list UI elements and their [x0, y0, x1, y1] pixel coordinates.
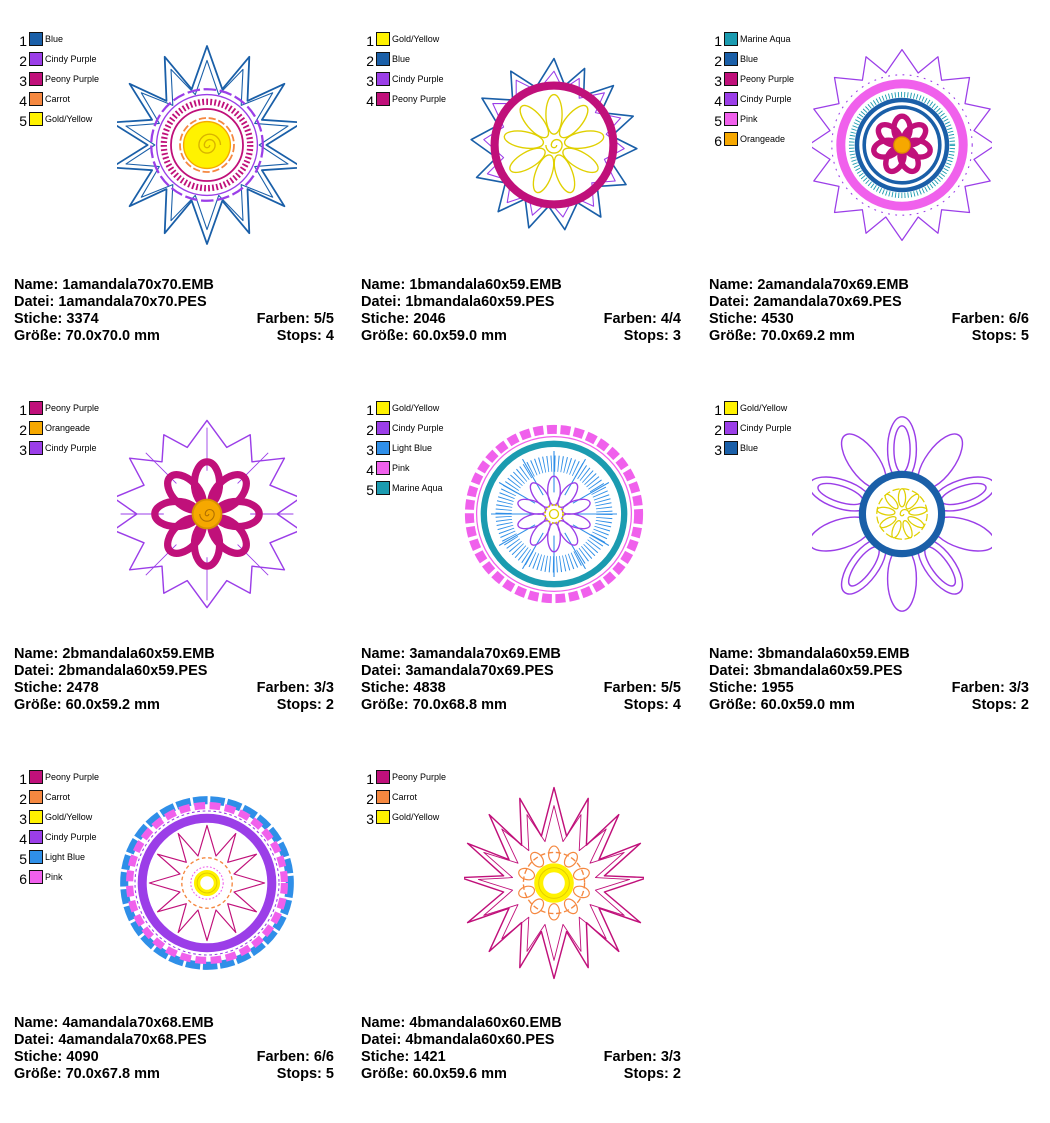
color-count: 3/3	[1008, 680, 1029, 696]
stitch-count: 3374	[66, 311, 99, 327]
stitch-count: 2478	[66, 680, 99, 696]
file-label: Datei:	[709, 663, 750, 679]
color-count: 4/4	[660, 311, 681, 327]
stitches-label: Stiche:	[709, 680, 758, 696]
legend-label: Gold/Yellow	[45, 812, 93, 822]
legend-label: Marine Aqua	[392, 483, 443, 493]
name-label: Name:	[14, 646, 59, 662]
name-label: Name:	[14, 277, 59, 293]
legend-number: 4	[714, 93, 722, 109]
legend-label: Blue	[45, 34, 64, 44]
stops-info	[277, 328, 334, 345]
name-label: Name:	[709, 646, 754, 662]
file-label: Datei:	[361, 294, 402, 310]
size-label: Größe:	[361, 1066, 409, 1082]
design-file: 4amandala70x68.PES	[58, 1032, 207, 1048]
stitch-count: 2046	[413, 311, 446, 327]
name-row	[361, 277, 681, 294]
stitches-row	[361, 680, 681, 697]
name-label: Name:	[361, 646, 406, 662]
stitches-label: Stiche:	[14, 680, 63, 696]
color-swatch	[724, 32, 738, 46]
color-swatch	[29, 421, 43, 435]
stops-label: Stops:	[623, 697, 669, 713]
size-row	[709, 697, 1029, 714]
legend-label: Pink	[740, 114, 758, 124]
file-label: Datei:	[14, 294, 55, 310]
design-name: 2amandala70x69.EMB	[757, 277, 909, 293]
design-card-4amandala	[14, 768, 334, 1123]
legend-number: 2	[366, 791, 374, 807]
stitches-row	[14, 680, 334, 697]
design-file: 1amandala70x70.PES	[58, 294, 207, 310]
colors-label: Farben:	[256, 680, 310, 696]
legend-label: Orangeade	[45, 423, 91, 433]
colors-info	[604, 1049, 681, 1066]
file-label: Datei:	[14, 1032, 55, 1048]
stitches-label: Stiche:	[14, 1049, 63, 1065]
file-row	[361, 663, 681, 680]
stops-label: Stops:	[276, 328, 322, 344]
legend-label: Carrot	[45, 94, 71, 104]
design-size: 70.0x70.0 mm	[65, 328, 160, 344]
legend-number: 3	[714, 442, 722, 458]
name-label: Name:	[361, 1015, 406, 1031]
design-file: 3bmandala60x59.PES	[753, 663, 903, 679]
file-row	[14, 663, 334, 680]
design-card-4bmandala	[361, 768, 681, 1123]
legend-label: Marine Aqua	[740, 34, 791, 44]
design-card-2bmandala	[14, 399, 334, 754]
name-row	[709, 277, 1029, 294]
stitches-label: Stiche:	[709, 311, 758, 327]
color-swatch	[29, 401, 43, 415]
colors-info	[952, 311, 1029, 328]
color-swatch	[724, 52, 738, 66]
size-row	[361, 697, 681, 714]
file-row	[14, 294, 334, 311]
color-swatch	[376, 441, 390, 455]
name-row	[361, 646, 681, 663]
legend-label: Cindy Purple	[45, 443, 97, 453]
stitches-row	[709, 311, 1029, 328]
size-row	[361, 1066, 681, 1083]
size-row	[709, 328, 1029, 345]
legend-label: Blue	[740, 443, 759, 453]
legend-number: 2	[366, 422, 374, 438]
mandala-graphic	[464, 409, 644, 619]
stitch-count: 4838	[413, 680, 446, 696]
legend-number: 2	[714, 53, 722, 69]
design-file: 1bmandala60x59.PES	[405, 294, 555, 310]
color-count: 6/6	[1008, 311, 1029, 327]
legend-number: 2	[714, 422, 722, 438]
size-label: Größe:	[361, 328, 409, 344]
file-row	[709, 663, 1029, 680]
design-info	[361, 1015, 681, 1083]
mandala-embroidery-image	[812, 409, 992, 619]
legend-label: Peony Purple	[392, 94, 447, 104]
design-info	[14, 1015, 334, 1083]
legend-number: 5	[19, 851, 27, 867]
legend-label: Peony Purple	[45, 74, 100, 84]
color-swatch	[29, 112, 43, 126]
colors-label: Farben:	[951, 311, 1005, 327]
stops-info	[624, 328, 681, 345]
stop-count: 5	[1020, 328, 1029, 344]
color-count: 3/3	[660, 1049, 681, 1065]
color-swatch	[29, 810, 43, 824]
size-label: Größe:	[14, 1066, 62, 1082]
mandala-embroidery-image	[117, 409, 297, 619]
stops-label: Stops:	[276, 1066, 322, 1082]
colors-label: Farben:	[603, 311, 657, 327]
legend-label: Pink	[392, 463, 410, 473]
color-swatch	[29, 850, 43, 864]
file-row	[709, 294, 1029, 311]
name-row	[14, 277, 334, 294]
color-swatch	[29, 441, 43, 455]
mandala-embroidery-image	[117, 778, 297, 988]
stops-info	[624, 697, 681, 714]
color-swatch	[376, 72, 390, 86]
legend-label: Peony Purple	[392, 772, 447, 782]
name-row	[709, 646, 1029, 663]
colors-label: Farben:	[256, 1049, 310, 1065]
size-label: Größe:	[709, 328, 757, 344]
design-name: 4bmandala60x60.EMB	[409, 1015, 562, 1031]
design-name: 2bmandala60x59.EMB	[62, 646, 215, 662]
legend-label: Blue	[392, 54, 411, 64]
legend-number: 1	[366, 402, 374, 418]
legend-label: Orangeade	[740, 134, 786, 144]
color-swatch	[376, 421, 390, 435]
legend-number: 3	[714, 73, 722, 89]
colors-label: Farben:	[256, 311, 310, 327]
file-label: Datei:	[14, 663, 55, 679]
design-file: 2amandala70x69.PES	[753, 294, 902, 310]
legend-label: Blue	[740, 54, 759, 64]
stops-info	[277, 1066, 334, 1083]
size-row	[14, 328, 334, 345]
stitches-label: Stiche:	[361, 1049, 410, 1065]
design-size: 60.0x59.6 mm	[412, 1066, 507, 1082]
design-info	[361, 646, 681, 714]
mandala-graphic	[117, 40, 297, 250]
stop-count: 5	[325, 1066, 334, 1082]
size-row	[14, 1066, 334, 1083]
legend-label: Peony Purple	[740, 74, 795, 84]
design-card-1amandala	[14, 30, 334, 385]
design-name: 1amandala70x70.EMB	[62, 277, 214, 293]
design-size: 60.0x59.2 mm	[65, 697, 160, 713]
legend-label: Pink	[45, 872, 63, 882]
stop-count: 2	[672, 1066, 681, 1082]
mandala-graphic	[464, 778, 644, 988]
design-card-2amandala	[709, 30, 1029, 385]
colors-label: Farben:	[603, 680, 657, 696]
stop-count: 4	[672, 697, 681, 713]
stops-info	[972, 697, 1029, 714]
stitch-count: 4530	[761, 311, 794, 327]
mandala-graphic	[117, 778, 297, 988]
size-label: Größe:	[14, 328, 62, 344]
color-swatch	[376, 481, 390, 495]
color-swatch	[724, 92, 738, 106]
color-swatch	[29, 32, 43, 46]
file-row	[14, 1032, 334, 1049]
legend-number: 5	[19, 113, 27, 129]
legend-label: Cindy Purple	[45, 54, 97, 64]
legend-number: 2	[19, 53, 27, 69]
color-swatch	[29, 72, 43, 86]
name-label: Name:	[361, 277, 406, 293]
legend-number: 1	[714, 402, 722, 418]
colors-info	[604, 680, 681, 697]
stitches-row	[361, 1049, 681, 1066]
color-swatch	[724, 441, 738, 455]
color-swatch	[29, 770, 43, 784]
legend-number: 1	[19, 402, 27, 418]
color-swatch	[376, 92, 390, 106]
legend-number: 5	[366, 482, 374, 498]
color-count: 5/5	[660, 680, 681, 696]
stitch-count: 1421	[413, 1049, 446, 1065]
stops-info	[277, 697, 334, 714]
color-swatch	[376, 790, 390, 804]
design-size: 60.0x59.0 mm	[412, 328, 507, 344]
legend-label: Cindy Purple	[740, 423, 792, 433]
size-label: Größe:	[361, 697, 409, 713]
legend-number: 3	[19, 73, 27, 89]
file-label: Datei:	[361, 1032, 402, 1048]
color-swatch	[29, 52, 43, 66]
design-info	[709, 646, 1029, 714]
name-label: Name:	[14, 1015, 59, 1031]
legend-label: Cindy Purple	[392, 74, 444, 84]
design-name: 1bmandala60x59.EMB	[409, 277, 562, 293]
design-file: 4bmandala60x60.PES	[405, 1032, 555, 1048]
stop-count: 4	[325, 328, 334, 344]
legend-number: 1	[19, 771, 27, 787]
stop-count: 3	[672, 328, 681, 344]
mandala-embroidery-image	[464, 40, 644, 250]
stitches-label: Stiche:	[361, 311, 410, 327]
size-row	[361, 328, 681, 345]
legend-label: Carrot	[392, 792, 418, 802]
legend-label: Light Blue	[45, 852, 86, 862]
stitches-row	[361, 311, 681, 328]
legend-label: Cindy Purple	[740, 94, 792, 104]
color-count: 5/5	[313, 311, 334, 327]
legend-number: 3	[366, 442, 374, 458]
color-swatch	[724, 132, 738, 146]
legend-number: 4	[19, 831, 27, 847]
design-size: 70.0x68.8 mm	[412, 697, 507, 713]
design-card-1bmandala	[361, 30, 681, 385]
name-row	[14, 646, 334, 663]
stops-label: Stops:	[276, 697, 322, 713]
name-row	[14, 1015, 334, 1032]
colors-info	[257, 1049, 334, 1066]
design-card-3amandala	[361, 399, 681, 754]
legend-label: Gold/Yellow	[392, 34, 440, 44]
legend-number: 2	[19, 791, 27, 807]
legend-label: Gold/Yellow	[740, 403, 788, 413]
stops-label: Stops:	[623, 1066, 669, 1082]
mandala-graphic	[812, 409, 992, 619]
design-info	[14, 277, 334, 345]
legend-number: 3	[366, 811, 374, 827]
legend-label: Peony Purple	[45, 772, 100, 782]
legend-label: Cindy Purple	[45, 832, 97, 842]
stitch-count: 4090	[66, 1049, 99, 1065]
mandala-embroidery-image	[464, 409, 644, 619]
color-swatch	[29, 92, 43, 106]
legend-number: 4	[366, 93, 374, 109]
color-swatch	[724, 421, 738, 435]
design-size: 70.0x67.8 mm	[65, 1066, 160, 1082]
size-row	[14, 697, 334, 714]
legend-number: 4	[366, 462, 374, 478]
colors-info	[604, 311, 681, 328]
color-swatch	[376, 32, 390, 46]
legend-label: Peony Purple	[45, 403, 100, 413]
legend-number: 1	[366, 33, 374, 49]
design-size: 70.0x69.2 mm	[760, 328, 855, 344]
colors-info	[257, 311, 334, 328]
file-label: Datei:	[709, 294, 750, 310]
color-swatch	[724, 72, 738, 86]
legend-label: Gold/Yellow	[392, 403, 440, 413]
stops-label: Stops:	[623, 328, 669, 344]
legend-label: Light Blue	[392, 443, 433, 453]
color-count: 6/6	[313, 1049, 334, 1065]
stop-count: 2	[1020, 697, 1029, 713]
design-name: 3amandala70x69.EMB	[409, 646, 561, 662]
file-label: Datei:	[361, 663, 402, 679]
design-name: 4amandala70x68.EMB	[62, 1015, 214, 1031]
mandala-graphic	[812, 40, 992, 250]
size-label: Größe:	[709, 697, 757, 713]
file-row	[361, 1032, 681, 1049]
legend-number: 3	[19, 811, 27, 827]
size-label: Größe:	[14, 697, 62, 713]
legend-label: Gold/Yellow	[45, 114, 93, 124]
stitch-count: 1955	[761, 680, 794, 696]
legend-number: 3	[366, 73, 374, 89]
colors-label: Farben:	[951, 680, 1005, 696]
color-swatch	[376, 401, 390, 415]
color-swatch	[376, 461, 390, 475]
color-swatch	[724, 401, 738, 415]
stops-info	[972, 328, 1029, 345]
color-swatch	[29, 790, 43, 804]
legend-number: 1	[19, 33, 27, 49]
color-swatch	[724, 112, 738, 126]
stitches-label: Stiche:	[361, 680, 410, 696]
color-swatch	[376, 52, 390, 66]
colors-label: Farben:	[603, 1049, 657, 1065]
stops-label: Stops:	[971, 697, 1017, 713]
design-info	[361, 277, 681, 345]
legend-number: 5	[714, 113, 722, 129]
colors-info	[952, 680, 1029, 697]
design-file: 2bmandala60x59.PES	[58, 663, 208, 679]
color-swatch	[376, 770, 390, 784]
mandala-embroidery-image	[117, 40, 297, 250]
legend-number: 6	[714, 133, 722, 149]
mandala-embroidery-image	[464, 778, 644, 988]
colors-info	[257, 680, 334, 697]
legend-number: 3	[19, 442, 27, 458]
legend-number: 1	[366, 771, 374, 787]
legend-label: Gold/Yellow	[392, 812, 440, 822]
stops-label: Stops:	[971, 328, 1017, 344]
stitches-row	[14, 1049, 334, 1066]
legend-label: Carrot	[45, 792, 71, 802]
legend-number: 1	[714, 33, 722, 49]
design-card-3bmandala	[709, 399, 1029, 754]
color-swatch	[29, 870, 43, 884]
legend-label: Cindy Purple	[392, 423, 444, 433]
stitches-row	[709, 680, 1029, 697]
legend-number: 2	[366, 53, 374, 69]
design-info	[709, 277, 1029, 345]
color-swatch	[29, 830, 43, 844]
legend-number: 6	[19, 871, 27, 887]
stops-info	[624, 1066, 681, 1083]
stitches-label: Stiche:	[14, 311, 63, 327]
mandala-graphic	[464, 40, 644, 250]
design-info	[14, 646, 334, 714]
stop-count: 2	[325, 697, 334, 713]
stitches-row	[14, 311, 334, 328]
design-name: 3bmandala60x59.EMB	[757, 646, 910, 662]
color-swatch	[376, 810, 390, 824]
design-file: 3amandala70x69.PES	[405, 663, 554, 679]
mandala-embroidery-image	[812, 40, 992, 250]
color-count: 3/3	[313, 680, 334, 696]
legend-number: 2	[19, 422, 27, 438]
file-row	[361, 294, 681, 311]
design-size: 60.0x59.0 mm	[760, 697, 855, 713]
name-label: Name:	[709, 277, 754, 293]
mandala-graphic	[117, 409, 297, 619]
legend-number: 4	[19, 93, 27, 109]
name-row	[361, 1015, 681, 1032]
